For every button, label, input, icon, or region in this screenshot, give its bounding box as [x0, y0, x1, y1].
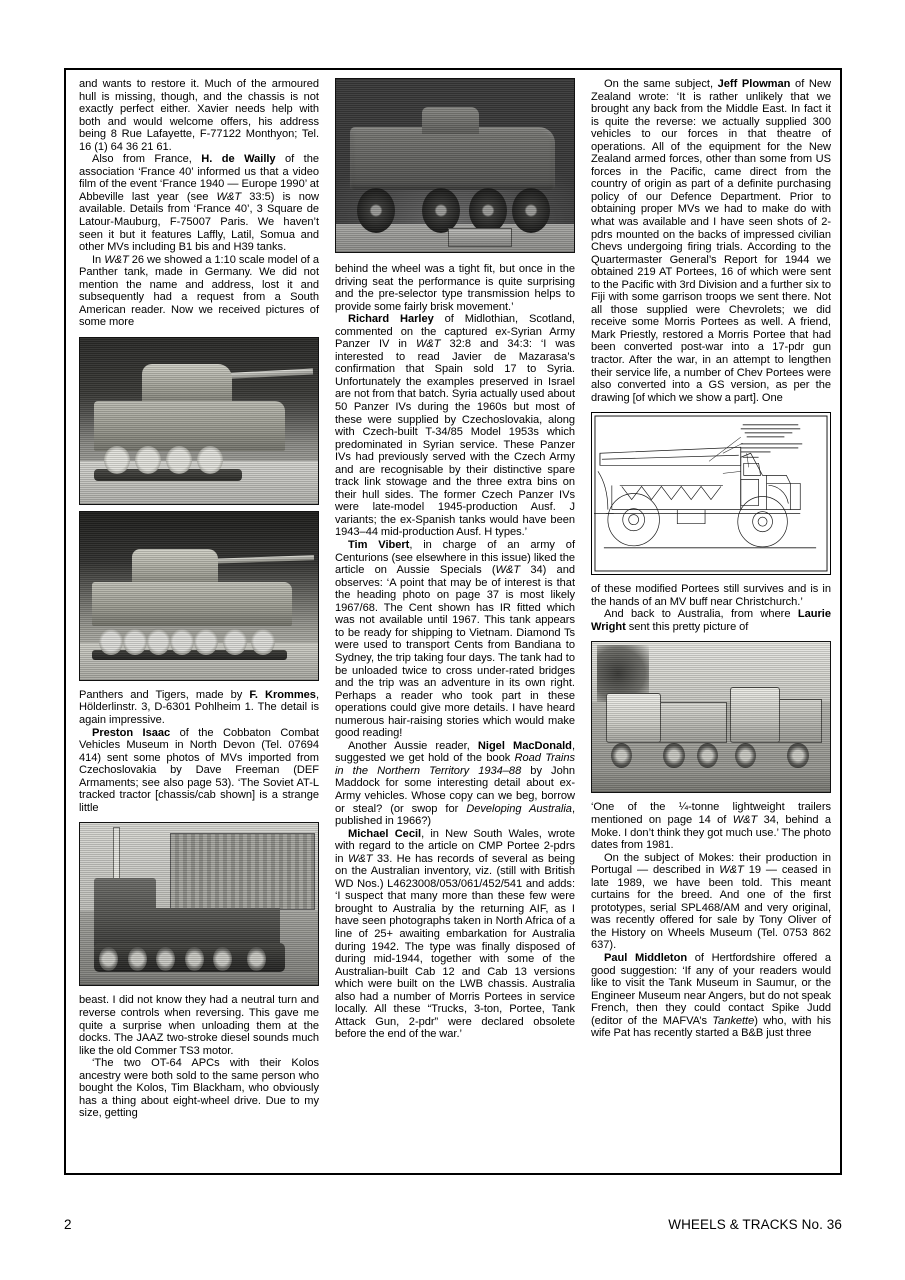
c1-p4-text: of the Cobbaton Combat Vehicles Museum in North Devon (Tel. 07694 414) sent some photos of MVs imported from Czechoslovakia by Dave Freeman (DEF Armaments; see also page 53). ‘The Soviet AT-L tracked tractor [chassis/cab shown] is a strange little [79, 726, 319, 814]
c2-paragraph-2 [335, 313, 575, 539]
three-column-layout [79, 78, 831, 1168]
c3-paragraph-3 [591, 608, 831, 633]
c3-p1-lead: On the same subject, [604, 78, 718, 90]
c1-p2-lead: Also from France, [92, 153, 202, 166]
c1-p3-lead: In [92, 253, 105, 266]
c3-paragraph-4 [591, 801, 831, 851]
c3-p6-contributor-name: Paul Middleton [604, 951, 688, 964]
c1-p3-tail: 26 we showed a 1:10 scale model of a Panther tank, made in Germany. We did not mention the name and address, lost it and subsequently had a request from a South American reader. Now we received pictures of some more [79, 253, 319, 329]
c3-p6-lead: of Hertfordshire offered a good suggestion: ‘If any of your readers would like to visit the Tank Museum in Saumur, or the Engineer Museum near Angers, but do not speak French, then they could contact Spike Judd (editor of the MAFVA’s [591, 951, 831, 1027]
c2-paragraph-1 [335, 263, 575, 313]
page-footer [64, 1217, 842, 1232]
c1-paragraph-1 [79, 78, 319, 153]
c2-p4-tail: , published in 1966?) [335, 802, 576, 828]
c3-p3-tail: sent this pretty picture of [625, 620, 749, 633]
c3-p3-contributor-name: Laurie Wright [591, 608, 831, 633]
c3-p6-publication-title: Tankette [712, 1014, 755, 1027]
c2-p2-lead: of Midlothian, Scotland, commented on the captured ex-Syrian Army Panzer IV in [335, 313, 575, 351]
c2-p5-tail: 33. He has records of several as being on the Australian inventory, viz. (still with British WD Nos.) L4623008/053/061/452/541 and adds: ‘I suspect that many more than these few were brought to Australia by the returning AIF, as I have seen photographs taken in North Africa of a line of 25+ awaiting embarkation for Australia during 1942. The type was finally disposed of during mid-1944, together with some of the Australian-built Cab 12 and Cab 13 versions which were built on the LWB chassis. Australia also had a number of Morris Portees in service locally. All these “Trucks, 3-ton, Portee, Tank Attack Gun, 2-pdr” were declared obsolete before the end of the war.’ [335, 852, 576, 1041]
c3-p4-journal-ref: W&T [732, 813, 758, 826]
c1-p6-text: ‘The two OT-64 APCs with their Kolos ancestry were both sold to the same person who bought the Kolos, Tim Blackham, who obviously has a thing about eight-wheel drive. Due to my size, getting [79, 1057, 319, 1120]
c3-p1-text: of New Zealand wrote: ‘It is rather unlikely that we brought any back from the Middle East. In fact it is quite the reverse: we actually supplied 300 vehicles to our forces in that theatre of operations. All of the equipment for the New Zealand armed forces, other than some from US forces in the Pacific, came direct from the country of origin as part of a definite purchasing policy of our Defence Department. Prior to obtaining proper MVs we had to make do with what was available and I have seen shots of 2-pdrs mounted on the backs of impressed civilian Chevs undergoing firing trials. According to the Quartermaster General’s Report for 1944 we obtained 219 AT Portees, 16 of which were sent to the Pacific with 3rd Division and a further six to Fiji with some garrison troops we sent there. Not all those supplied were Chevrolets; we did receive some Morris Portees as well. A friend, Mark Priestly, restored a Morris Portee that had been converted post-war into a 17-pdr gun tractor. After the war, in an attempt to lengthen their service life, a number of Chev Portees were also converted into a GS version, as per the drawing [of which we show a part]. One [591, 78, 831, 404]
footer-magazine-title: WHEELS & TRACKS No. 36 [668, 1217, 842, 1232]
c2-p4-mid2: by John Maddock for some interesting detail about ex-Army vehicles. Whose copy can we beg, borrow or steal? (or swop for [335, 764, 575, 815]
c3-paragraph-2 [591, 583, 831, 608]
c2-p3-tail: 34) and observes: ‘A point that may be of interest is that the heading photo on page 37 is most likely 1967/68. The Cent shown has IR fitted which was not available until 1967. This tank appears to be ready for shipping to Vietnam. Diamond Ts were used to transport Cents from Bandiana to Sydney, the trip taking four days. The tank had to be unloaded twice to cross under-rated bridges and the trip was an adventure in its own right. Perhaps a reader who took part in these operations could give more details. I have heard numerous hair-raising stories which would make good reading! [335, 564, 575, 740]
c3-p5-journal-ref: W&T [719, 864, 744, 877]
c1-paragraph-2 [79, 153, 319, 253]
c1-caption-tail: , Hölderlinstr. 3, D-6301 Pohlheim 1. The detail is again impressive. [79, 688, 319, 727]
column-1 [79, 78, 319, 1168]
photo-at-l-tractor [79, 822, 319, 986]
c3-p2-text: of these modified Portees still survives and is in the hands of an MV buff near Christchurch.’ [591, 583, 831, 608]
c3-paragraph-5 [591, 852, 831, 952]
c2-p4-mid: , suggested we get hold of the book [335, 739, 575, 765]
c2-p3-contributor-name: Tim Vibert [348, 539, 410, 552]
c2-paragraph-4 [335, 740, 575, 828]
c1-p2-mid: of the association ‘France 40’ informed us that a video film of the event ‘France 1940 — Europe 1990’ at Abbeville last year (see [79, 153, 319, 203]
photo-ot-64-apc [335, 78, 575, 253]
c1-paragraph-6 [79, 1057, 319, 1120]
photo-panther-model [79, 337, 319, 505]
c2-p5-contributor-name: Michael Cecil [348, 827, 422, 840]
c1-p5-text: beast. I did not know they had a neutral turn and reverse controls when reversing. This gave me quite a surprise when unloading them at the docks. The JAAZ two-stroke diesel sounds much like the old Commer TS3 motor. [79, 994, 319, 1057]
column-3 [591, 78, 831, 1168]
c2-p4-book-title-2: Developing Australia [466, 802, 572, 815]
c3-p4-tail: 34, behind a Moke. I don’t think they got much use.’ The photo dates from 1981. [591, 813, 832, 852]
c2-p1-text: behind the wheel was a tight fit, but once in the driving seat the performance is quite surprising and the pre-selector type transmission helps to provide some fairly brisk movement.’ [335, 263, 575, 313]
c1-paragraph-3 [79, 254, 319, 329]
c1-p2-contributor-name: H. de Wailly [201, 153, 276, 166]
c1-paragraph-4 [79, 727, 319, 815]
c2-p5-lead: , in New South Wales, wrote with regard to the article on CMP Portee 2-pdrs in [335, 827, 575, 865]
c3-paragraph-1 [591, 78, 831, 404]
c2-p2-tail: 32:8 and 34:3: ‘I was interested to read Javier de Mazarasa’s confirmation that Spain sold 17 to Syria. Unfortunately the examples preserved in Israel are not from that batch. Syria actually used about 50 Panzer IVs during the 1960s but most of these were supplied by Czechoslovakia, along with Czech-built T-34/85 Model 1953s which predominated in Syrian service. These Panzer IVs had previously served with the Czech Army and are recognisable by their distinctive spare track link stowage and the three extra bins on their hull sides. The former Czech Panzer IVs were late-model 1945-production Ausf. J variants; the ex-Spanish tanks would have been 1943–44 mid-production Ausf. H types.’ [335, 338, 575, 539]
c2-p2-contributor-name: Richard Harley [348, 313, 434, 326]
c2-p3-lead: , in charge of an army of Centurions (see elsewhere in this issue) liked the article on Aussie Specials ( [335, 539, 575, 577]
photo-trucks-and-trailer [591, 641, 831, 793]
text-block-frame [64, 68, 842, 1175]
c3-p1-contributor-name: Jeff Plowman [717, 78, 791, 90]
c1-paragraph-5 [79, 994, 319, 1057]
c1-caption-maker-name: F. Krommes [249, 688, 316, 701]
technical-drawing-chev-gs-portee [591, 412, 831, 575]
c1-caption-lead: Panthers and Tigers, made by [79, 688, 250, 701]
footer-page-number: 2 [64, 1217, 72, 1232]
c2-p5-journal-ref: W&T [347, 852, 373, 865]
c3-p5-lead: On the subject of Mokes: their production in Portugal — described in [591, 851, 831, 877]
c2-p4-book-title: Road Trains in the Northern Territory 1934–88 [335, 752, 576, 777]
c1-p4-contributor-name: Preston Isaac [92, 726, 171, 739]
column-2 [335, 78, 575, 1168]
c1-p2-tail: 33:5) is now available. Details from ‘France 40’, 3 Square de Latour-Mauburg, F-75007 Paris. We haven’t seen it but it features Laffly, Latil, Somua and other MVs including B1 bis and H39 tanks. [79, 190, 319, 254]
c2-p4-lead: Another Aussie reader, [348, 739, 478, 752]
c1-p3-journal-ref: W&T [104, 253, 129, 266]
c3-p6-tail: ) who, with his wife Pat has recently started a B&B just three [591, 1014, 831, 1040]
c3-p5-tail: 19 — ceased in late 1989, we have been told. This meant curtains for the breed. And one of the first prototypes, serial SPL468/AM and very original, was recently offered for sale by Tony Oliver of the History on Wheels Museum (Tel. 0753 862 637). [591, 864, 831, 952]
c2-p4-contributor-name: Nigel MacDonald [477, 739, 572, 752]
c2-paragraph-5 [335, 828, 575, 1041]
photo-tiger-model [79, 511, 319, 681]
c3-p4-lead: ‘One of the ¼-tonne lightweight trailers mentioned on page 14 of [591, 801, 831, 826]
c1-p2-journal-ref: W&T [216, 190, 242, 203]
c2-p2-journal-ref: W&T [415, 338, 441, 351]
c1-photo-caption [79, 689, 319, 727]
c1-p1-text: and wants to restore it. Much of the armoured hull is missing, though, and the chassis is not exactly perfect either. Xavier needs help with both and would welcome offers, his address being 8 Rue Lafayette, F-77122 Monthyon; Tel. 16 (1) 64 36 21 61. [79, 78, 319, 153]
c3-p3-lead: And back to Australia, from where [604, 608, 798, 621]
c2-paragraph-3 [335, 539, 575, 740]
c2-p3-journal-ref: W&T [495, 564, 521, 577]
c3-paragraph-6 [591, 952, 831, 1040]
